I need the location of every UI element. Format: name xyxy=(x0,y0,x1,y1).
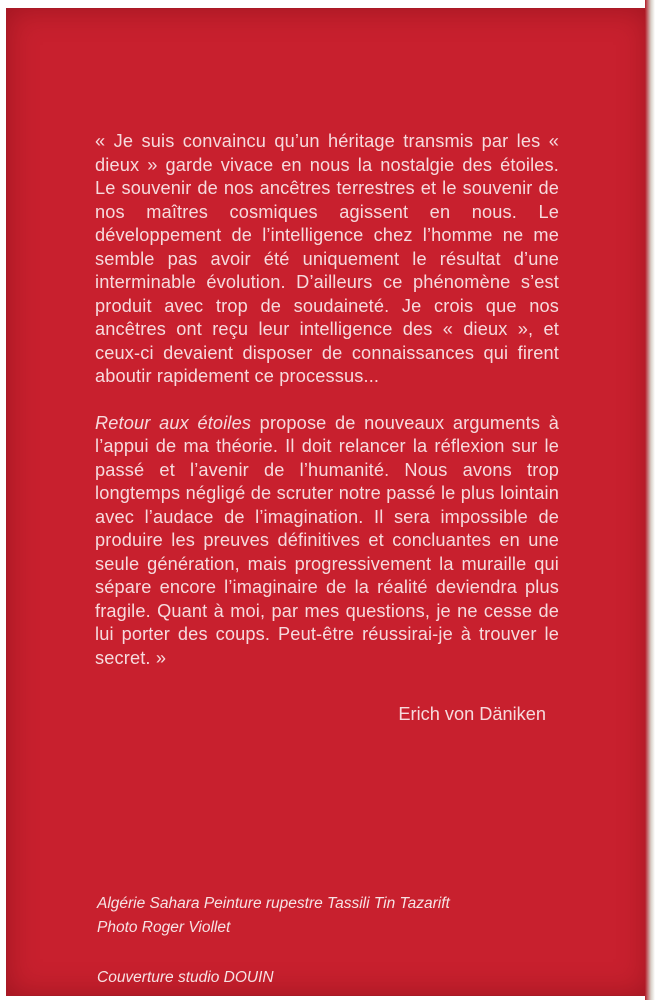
book-title: Retour aux étoiles xyxy=(95,412,252,433)
quote-block xyxy=(95,130,559,693)
photo-caption: Algérie Sahara Peinture rupestre Tassili Tin Tazarift xyxy=(97,895,450,912)
quote-paragraph-2 xyxy=(95,412,559,671)
page-edge xyxy=(645,0,655,1000)
quote-paragraph-2-text: propose de nouveaux arguments à l’appui de ma théorie. Il doit relancer la réflexion sur le passé et l’avenir de l’humanité. Nous avons trop longtemps négligé de scruter notre passé le plus lointain avec l’audace de l’imagination. Il sera impossible de produire les preuves définitives et concluantes en une seule génération, mais progressivement la muraille qui sépare encore l’imaginaire de la réalité deviendra plus fragile. Quant à moi, par mes questions, je ne cesse de lui porter des coups. Peut-être réussirai-je à trouver le secret. » xyxy=(95,412,559,668)
back-cover xyxy=(6,8,650,996)
cover-credit: Couverture studio DOUIN xyxy=(97,969,274,986)
quote-paragraph-1: « Je suis convaincu qu’un héritage transmis par les « dieux » garde vivace en nous la nostalgie des étoiles. Le souvenir de nos ancêtres terrestres et le souvenir de nos maîtres cosmiques agissent en nous. Le développement de l’intelligence chez l’homme ne me semble pas avoir été uniquement le résultat d’une interminable évolution. D’ailleurs ce phénomène s’est produit avec trop de soudaineté. Je crois que nos ancêtres ont reçu leur intelligence des « dieux », et ceux-ci devaient disposer de connaissances qui firent aboutir rapidement ce processus... xyxy=(95,131,559,386)
author-signature: Erich von Däniken xyxy=(398,704,546,724)
photo-credit: Photo Roger Viollet xyxy=(97,919,231,936)
